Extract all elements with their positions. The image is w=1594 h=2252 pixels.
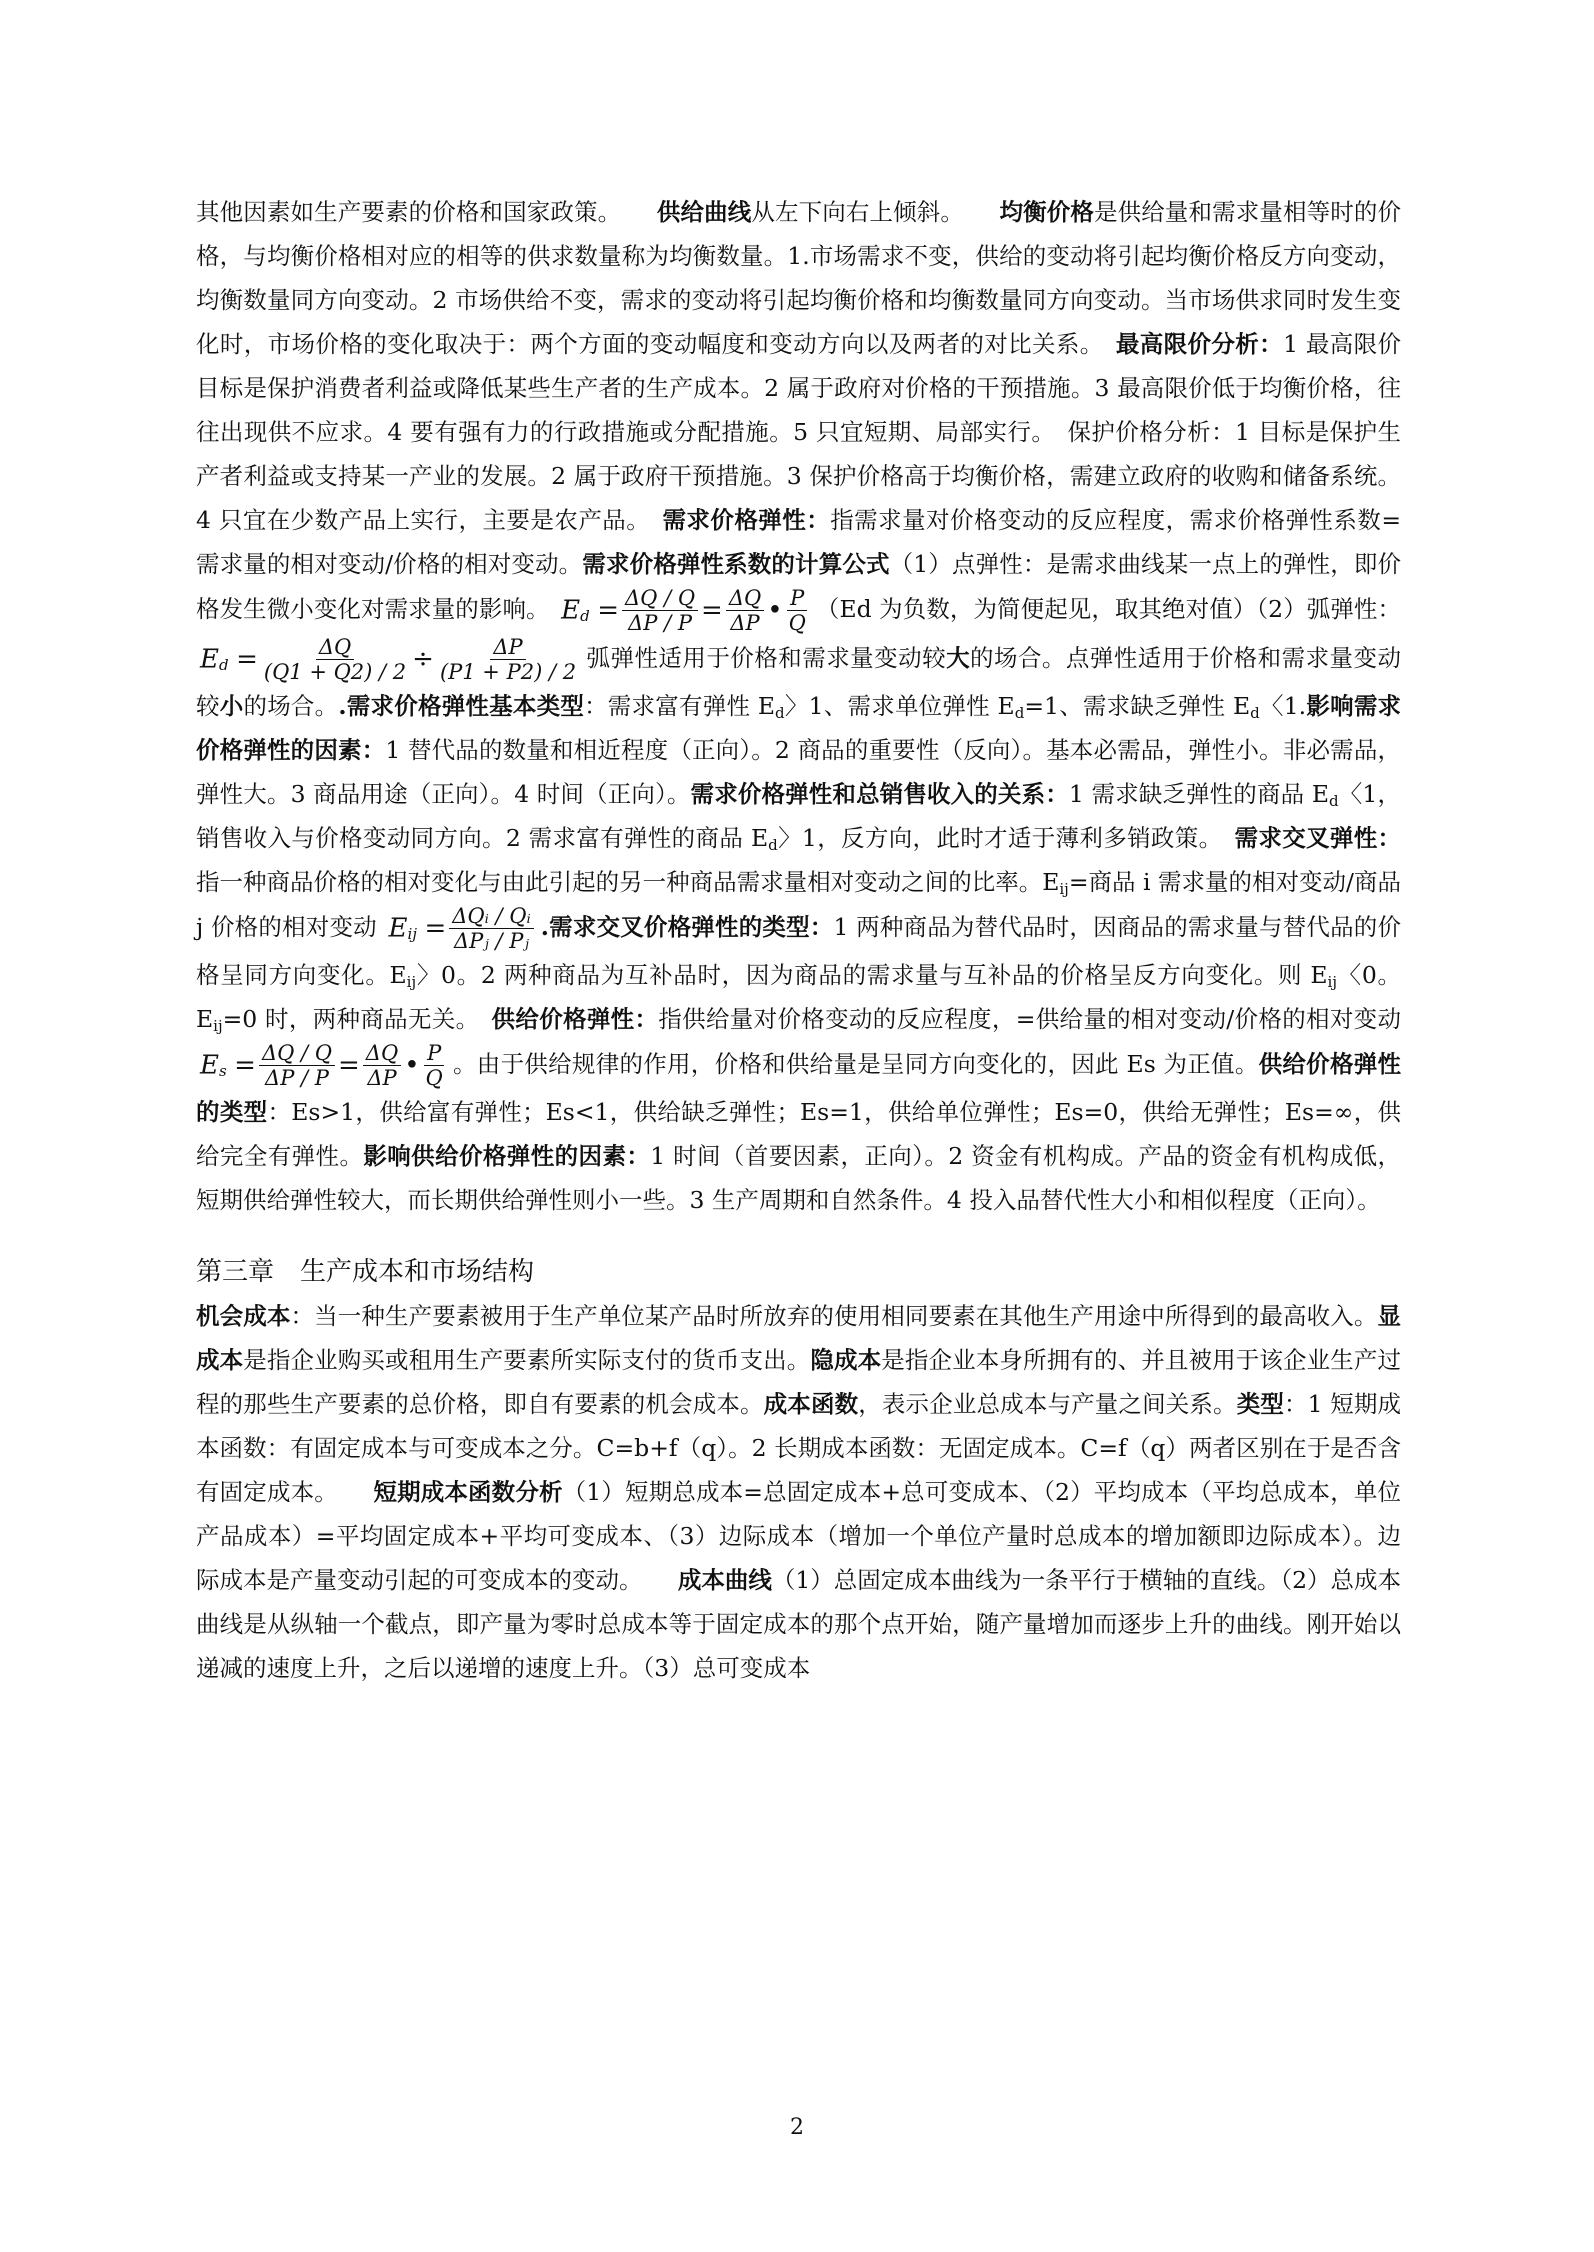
term-types: 类型 bbox=[1236, 1390, 1284, 1418]
text: 从左下向右上倾斜。 bbox=[751, 198, 953, 226]
term-cross-elasticity: 需求交叉弹性： bbox=[1234, 824, 1402, 852]
term-cost-curve: 成本曲线 bbox=[677, 1566, 772, 1594]
term-cross-elasticity-types: .需求交叉价格弹性的类型： bbox=[540, 913, 834, 941]
term-cost-function: 成本函数 bbox=[763, 1390, 859, 1418]
term-supply-elasticity-types: 供给价格弹性的类型 bbox=[196, 1050, 1402, 1126]
supply-elasticity-formula: $E_s$ = $\frac{\Delta Q / Q}{\Delta P / P}$ = $\frac{\Delta Q}{\Delta P}$ • $\frac{P}{Q}$ bbox=[200, 1041, 443, 1090]
point-elasticity-formula: $E_d$ = $\frac{\Delta Q / Q}{\Delta P / P}$ = $\frac{\Delta Q}{\Delta P}$ • $\frac{P}{Q}$ bbox=[561, 586, 806, 635]
term-implicit-cost: 隐成本 bbox=[810, 1346, 882, 1374]
paragraph-supply-demand: 其他因素如生产要素的价格和国家政策。 供给曲线从左下向右上倾斜。 均衡价格是供给量和需求量相等时的价格，与均衡价格相对应的相等的供求数量称为均衡数量。1.市场需求不变，供给的变动将引起均衡价格反方向变动，均衡数量同方向变动。2 市场供给不变，需求的变动将引起均衡价格和均衡数量同方向变动。当市场供求同时发生变化时，市场价格的变化取决于：两个方面的变动幅度和变动方向以及两者的对比关系。 最高限价分析：1 最高限价目标是保护消费者利益或降低某些生产者的生产成本。2 属于政府对价格的干预措施。3 最高限价低于均衡价格，往往出现供不应求。4 要有强有力的行政措施或分配措施。5 只宜短期、局部实行。 保护价格分析：1 目标是保护生产者利益或支持某一产业的发展。2 属于政府干预措施。3 保护价格高于均衡价格，需建立政府的收购和储备系统。4 只宜在少数产品上实行，主要是农产品。 需求价格弹性：指需求量对价格变动的反应程度，需求价格弹性系数=需求量的相对变动/价格的相对变动。需求价格弹性系数的计算公式（1）点弹性：是需求曲线某一点上的弹性，即价格发生微小变化对需求量的影响。 $E_d$ = $\frac{\Delta Q / Q}{\Delta P / P}$ = $\frac{\Delta Q}{\Delta P}$ • $\frac{P}{Q}$ （Ed 为负数，为简便起见，取其绝对值）（2）弧弹性： $E_d$ = $\frac{\Delta Q}{(Q1 + Q2) / 2}$ ÷ $\frac{\Delta P}{(P1 + P2) / 2}$ 弧弹性适用于价格和需求量变动较大的场合。点弹性适用于价格和需求量变动较小的场合。.需求价格弹性基本类型：需求富有弹性 $E_d$〉1、需求单位弹性 $E_d=1$、需求缺乏弹性 $E_d$〈1.影响需求价格弹性的因素：1 替代品的数量和相近程度（正向）。2 商品的重要性（反向）。基本必需品，弹性小。非必需品，弹性大。3 商品用途（正向）。4 时间（正向）。需求价格弹性和总销售收入的关系：1 需求缺乏弹性的商品 $E_d$〈1，销售收入与价格变动同方向。2 需求富有弹性的商品 $E_d$〉1，反方向，此时才适于薄利多销政策。 需求交叉弹性：指一种商品价格的相对变化与由此引起的另一种商品需求量相对变动之间的比率。$E_{ij}=$商品 i 需求量的相对变动/商品 j 价格的相对变动 $E_{ij}$ = $\frac{\text{ΔQᵢ / Qᵢ}}{\text{ΔPⱼ / Pⱼ}}$ .需求交叉价格弹性的类型：1 两种商品为替代品时，因商品的需求量与替代品的价格呈同方向变化。$E_{ij}$〉0。2 两种商品为互补品时，因为商品的需求量与互补品的价格呈反方向变化。则 $E_{ij}$〈0。$E_{ij}=0$ 时，两种商品无关。 供给价格弹性：指供给量对价格变动的反应程度，=供给量的相对变动/价格的相对变动 $E_s$ = $\frac{\Delta Q / Q}{\Delta P / P}$ = $\frac{\Delta Q}{\Delta P}$ • $\frac{P}{Q}$ 。由于供给规律的作用，价格和供给量是呈同方向变化的，因此 Es 为正值。供给价格弹性的类型：Es>1，供给富有弹性；Es<1，供给缺乏弹性；Es=1，供给单位弹性；Es=0，供给无弹性；Es=∞，供给完全有弹性。影响供给价格弹性的因素：1 时间（首要因素，正向）。2 资金有机构成。产品的资金有机构成低，短期供给弹性较大，而长期供给弹性则小一些。3 生产周期和自然条件。4 投入品替代性大小和相似程度（正向）。 bbox=[196, 198, 1402, 1214]
cross-elasticity-formula: $E_{ij}$ = $\frac{\text{ΔQᵢ / Qᵢ}}{\text{ΔPⱼ / Pⱼ}}$ bbox=[389, 904, 537, 953]
chapter-heading: 第三章 生产成本和市场结构 bbox=[196, 1257, 535, 1287]
term-short-run-cost: 短期成本函数分析 bbox=[373, 1478, 563, 1506]
text: （Ed 为负数，为简便起见，取其绝对值）（2）弧弹性： bbox=[815, 595, 1401, 623]
term-elasticity-types: .需求价格弹性基本类型 bbox=[338, 692, 585, 720]
arc-elasticity-formula: $E_d$ = $\frac{\Delta Q}{(Q1 + Q2) / 2}$ ÷ $\frac{\Delta P}{(P1 + P2) / 2}$ bbox=[200, 635, 577, 684]
term-supply-elasticity-factors: 影响供给价格弹性的因素： bbox=[363, 1142, 651, 1170]
term-elasticity-factors: 影响需求价格弹性的因素： bbox=[196, 692, 1402, 764]
document-page bbox=[196, 190, 1401, 1690]
text: 1 最高限价目标是保护消费者利益或降低某些生产者的生产成本。2 属于政府对价格的干预措施。3 最高限价低于均衡价格，往往出现供不应求。4 要有强有力的行政措施或分配措施。5 只宜短期、局部实行。 保护价格分析：1 目标是保护生产者利益或支持某一产业的发展。2 属于政府干预措施。3 保护价格高于均衡价格，需建立政府的收购和储备系统。4 只宜在少数产品上实行，主要是农产品。 bbox=[196, 330, 1402, 534]
term-price-ceiling: 最高限价分析： bbox=[1115, 330, 1284, 358]
text: 是供给量和需求量相等时的价格，与均衡价格相对应的相等的供求数量称为均衡数量。1.市场需求不变，供给的变动将引起均衡价格反方向变动，均衡数量同方向变动。2 市场供给不变，需求的变动将引起均衡价格和均衡数量同方向变动。当市场供求同时发生变化时，市场价格的变化取决于：两个方面的变动幅度和变动方向以及两者的对比关系。 bbox=[196, 198, 1402, 358]
text: 指需求量对价格变动的反应程度，需求价格弹性系数=需求量的相对变动/价格的相对变动。 bbox=[196, 506, 1402, 578]
term-price-elasticity: 需求价格弹性： bbox=[662, 506, 831, 534]
term-elasticity-formula: 需求价格弹性系数的计算公式 bbox=[582, 550, 890, 578]
text: 的场合。 bbox=[243, 692, 339, 720]
text: 其他因素如生产要素的价格和国家政策。 bbox=[196, 198, 610, 226]
term-explicit-cost: 显成本 bbox=[196, 1302, 1402, 1374]
term-supply-elasticity: 供给价格弹性： bbox=[491, 1005, 659, 1033]
term-equilibrium-price: 均衡价格 bbox=[999, 198, 1095, 226]
text: 的场合。点弹性适用于价格和需求量变动较 bbox=[196, 644, 1401, 720]
term-opportunity-cost: 机会成本 bbox=[196, 1302, 291, 1330]
text: 弧弹性适用于价格和需求量变动较 bbox=[586, 644, 947, 672]
paragraph-cost: 机会成本：当一种生产要素被用于生产单位某产品时所放弃的使用相同要素在其他生产用途中所得到的最高收入。显成本是指企业购买或租用生产要素所实际支付的货币支出。隐成本是指企业本身所拥有的、并且被用于该企业生产过程的那些生产要素的总价格，即自有要素的机会成本。成本函数，表示企业总成本与产量之间关系。类型：1 短期成本函数：有固定成本与可变成本之分。C=b+f（q）。2 长期成本函数：无固定成本。C=f（q）两者区别在于是否含有固定成本。 短期成本函数分析（1）短期总成本=总固定成本+总可变成本、（2）平均成本（平均总成本，单位产品成本）=平均固定成本+平均可变成本、（3）边际成本（增加一个单位产量时总成本的增加额即边际成本）。边际成本是产量变动引起的可变成本的变动。 成本曲线（1）总固定成本曲线为一条平行于横轴的直线。（2）总成本曲线是从纵轴一个截点，即产量为零时总成本等于固定成本的那个点开始，随产量增加而逐步上升的曲线。刚开始以递减的速度上升，之后以递增的速度上升。（3）总可变成本 bbox=[196, 1302, 1402, 1682]
term-elasticity-revenue: 需求价格弹性和总销售收入的关系： bbox=[690, 780, 1069, 808]
page-number: 2 bbox=[790, 2115, 804, 2140]
term-supply-curve: 供给曲线 bbox=[656, 198, 752, 226]
text: （1）点弹性：是需求曲线某一点上的弹性，即价格发生微小变化对需求量的影响。 bbox=[196, 550, 1402, 623]
